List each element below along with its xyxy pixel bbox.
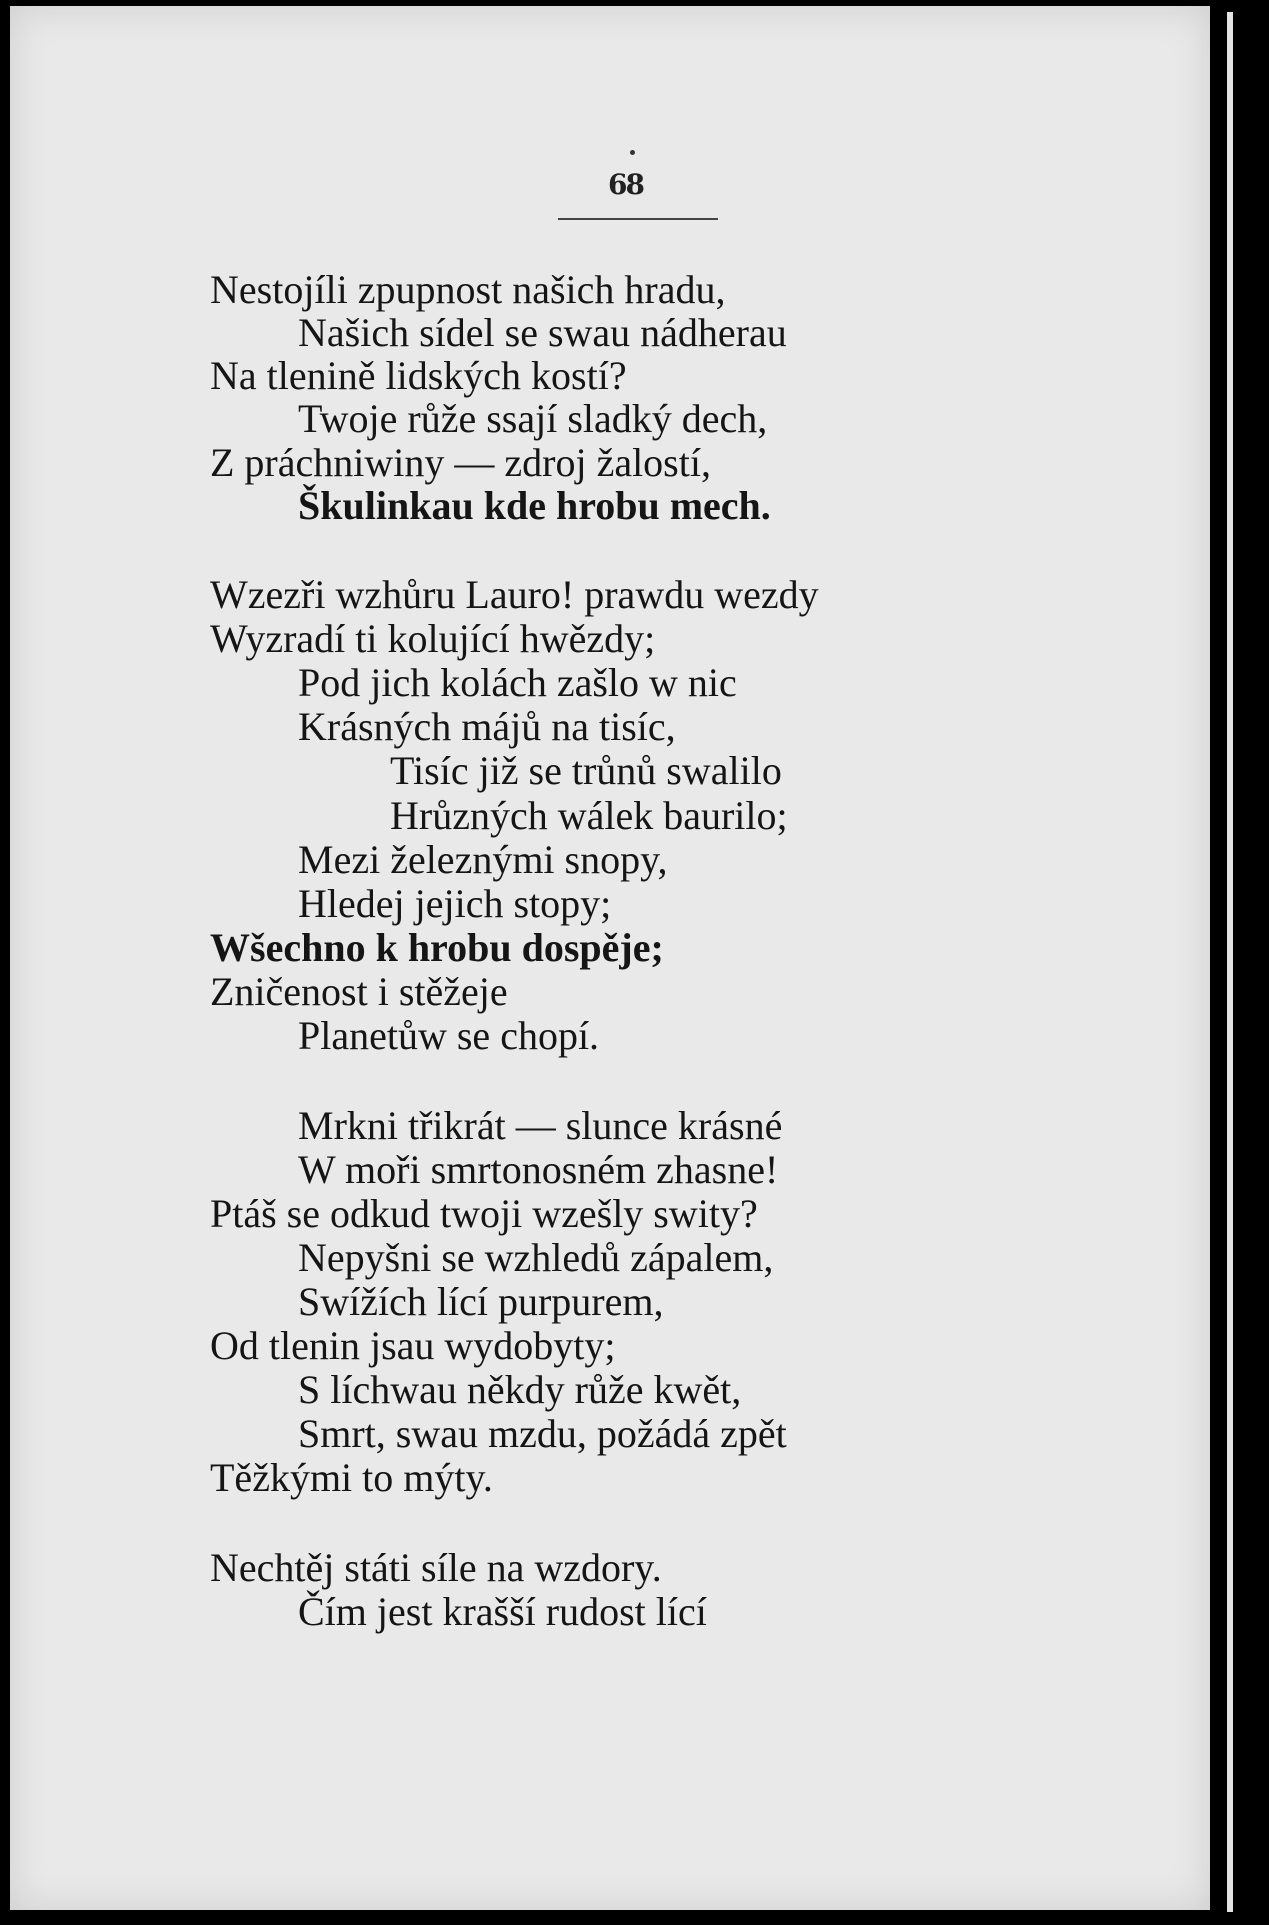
poem-line: Hledej jejich stopy; xyxy=(298,881,612,926)
header-rule xyxy=(558,218,718,220)
poem-line: S líchwau někdy růže kwět, xyxy=(298,1367,742,1412)
poem-line: Ptáš se odkud twoji wzešly swity? xyxy=(210,1191,758,1236)
poem-line: Nechtěj státi síle na wzdory. xyxy=(210,1545,662,1590)
poem-line: Swížích lící purpurem, xyxy=(298,1279,664,1324)
poem-line: Tisíc již se trůnů swalilo xyxy=(390,748,782,793)
poem-line: Krásných májů na tisíc, xyxy=(298,704,676,749)
poem-line: Našich sídel se swau nádherau xyxy=(298,310,787,355)
poem-line: Z práchniwiny — zdroj žalostí, xyxy=(210,440,711,485)
poem-line: Čím jest krašší rudost lící xyxy=(298,1589,707,1634)
poem-line: Wzezři wzhůru Lauro! prawdu wezdy xyxy=(210,572,819,617)
poem-line: Na tlenině lidských kostí? xyxy=(210,353,627,398)
page-edge xyxy=(1227,12,1233,1912)
poem-line: W moři smrtonosném zhasne! xyxy=(298,1147,779,1192)
poem-line: Pod jich kolách zašlo w nic xyxy=(298,660,737,705)
page-number: 68 xyxy=(608,168,643,201)
poem-line: Nestojíli zpupnost našich hradu, xyxy=(210,267,726,312)
poem-line: Škulinkau kde hrobu mech. xyxy=(298,483,771,528)
poem-line: Wyzradí ti kolující hwězdy; xyxy=(210,616,656,661)
poem-line: Smrt, swau mzdu, požádá zpět xyxy=(298,1411,787,1456)
poem-line: Wšechno k hrobu dospěje; xyxy=(210,925,664,970)
poem-line: Zničenost i stěžeje xyxy=(210,969,508,1014)
poem-line: Twoje růže ssají sladký dech, xyxy=(298,396,768,441)
poem-line: Hrůzných wálek baurilo; xyxy=(390,793,788,838)
poem-line: Nepyšni se wzhledů zápalem, xyxy=(298,1235,774,1280)
poem-line: Těžkými to mýty. xyxy=(210,1455,493,1500)
poem-line: Planetůw se chopí. xyxy=(298,1013,600,1058)
poem-line: Od tlenin jsau wydobyty; xyxy=(210,1323,616,1368)
page-dot xyxy=(630,150,635,155)
poem-line: Mrkni třikrát — slunce krásné xyxy=(298,1103,783,1148)
poem-line: Mezi železnými snopy, xyxy=(298,837,668,882)
